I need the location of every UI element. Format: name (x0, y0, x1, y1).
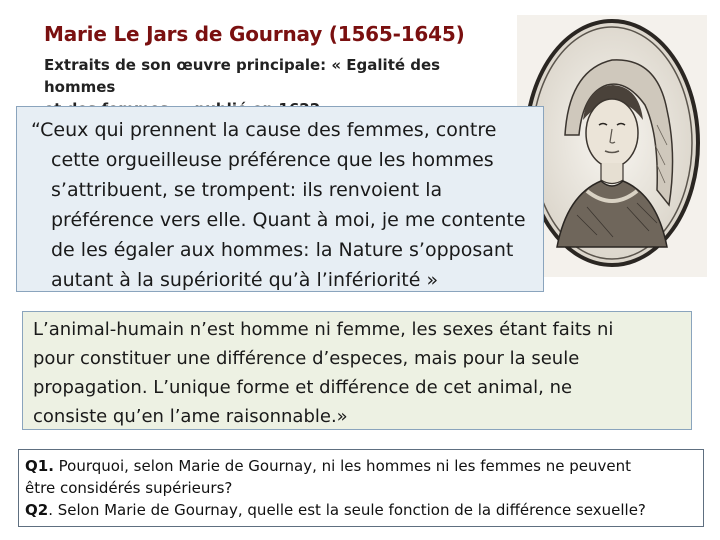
excerpt-line: consiste qu’en l’ame raisonnable.» (33, 406, 348, 427)
question-1 (25, 455, 697, 477)
portrait-image (517, 15, 707, 277)
subtitle-line-1: Extraits de son œuvre principale: « Egalité des hommes (44, 56, 441, 96)
quote-line: s’attribuent, se trompent: ils renvoient la (51, 179, 443, 201)
quote-line: autant à la supériorité qu’à l’infériorité » (51, 269, 439, 291)
quote-line: cette orgueilleuse préférence que les hommes (51, 149, 494, 171)
question-1-label: Q1. (25, 457, 54, 475)
excerpt-line: pour constituer une différence d’especes, mais pour la seule (33, 348, 580, 369)
question-1-continued: être considérés supérieurs? (25, 479, 233, 497)
question-2-label: Q2 (25, 501, 49, 519)
question-1-text: Pourquoi, selon Marie de Gournay, ni les hommes ni les femmes ne peuvent (53, 457, 631, 475)
quote-line: préférence vers elle. Quant à moi, je me contente (51, 209, 526, 231)
excerpt-box (22, 311, 692, 430)
page-title: Marie Le Jars de Gournay (1565-1645) (44, 22, 465, 46)
question-2-text: . Selon Marie de Gournay, quelle est la seule fonction de la différence sexuelle? (48, 501, 646, 519)
excerpt-line: L’animal-humain n’est homme ni femme, les sexes étant faits ni (33, 319, 614, 340)
excerpt-line: propagation. L’unique forme et différence de cet animal, ne (33, 377, 573, 398)
question-2 (25, 499, 697, 521)
quote-line: “Ceux qui prennent la cause des femmes, contre (31, 119, 497, 141)
questions-box (18, 449, 704, 527)
quote-line: de les égaler aux hommes: la Nature s’opposant (51, 239, 514, 261)
quote-box (16, 106, 544, 292)
portrait-engraving (517, 15, 707, 277)
